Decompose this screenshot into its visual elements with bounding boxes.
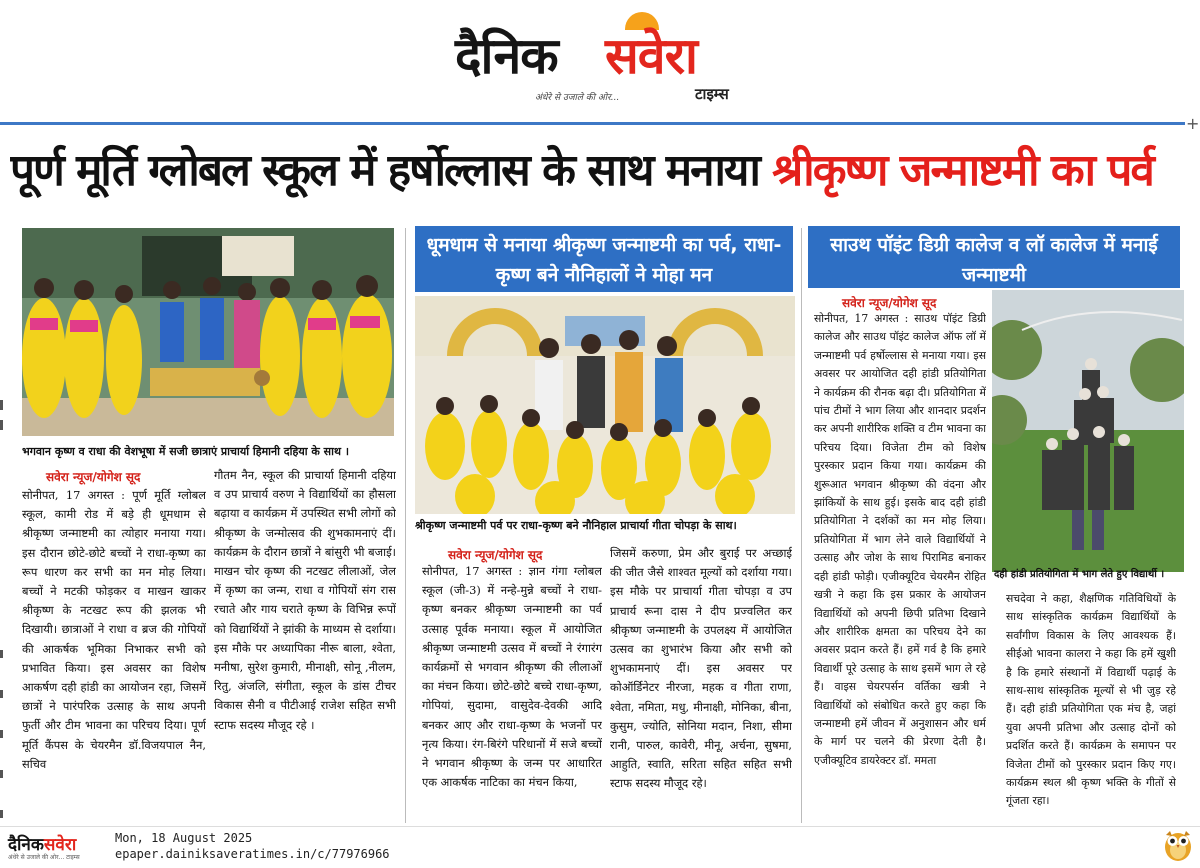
story1-photo-caption: भगवान कृष्ण व राधा की वेशभूषा में सजी छात्राएं प्राचार्या हिमानी दहिया के साथ ।: [22, 445, 349, 458]
story2-text-1: सोनीपत, 17 अगस्त : ज्ञान गंगा ग्लोबल स्कूल (जी-3) में नन्हे-मुन्ने बच्चों ने राधा-कृष्ण बनकर श्रीकृष्ण जन्माष्टमी का पर्व उत्साह पूर्वक मनाया। स्कूल में आयोजित श्रीकृष्ण जन्माष्टमी उत्सव में बच्चों ने रंगारंग कार्यक्रमों से भगवान श्रीकृष्ण की लीलाओं का मंचन किया। छोटे-छोटे बच्चे राधा-कृष्ण, गोपियां, सुदामा, वासुदेव-देवकी आदि बनकर आए और राधा-कृष्ण के भजनों पर नृत्य किया। रंग-बिरंगे परिधानों में सजे बच्चों ने भगवान श्रीकृष्ण के जन्म पर आधारित एक आकर्षक नाटिका का मंचन किया,: [422, 564, 602, 790]
masthead-divider: [0, 122, 1185, 125]
story3-column-2: [1006, 590, 1176, 818]
story2-heading: धूमधाम से मनाया श्रीकृष्ण जन्माष्टमी का पर्व, राधा-कृष्ण बने नौनिहालों ने मोहा मन: [415, 226, 793, 292]
footer-date: Mon, 18 August 2025: [115, 831, 253, 845]
story2-column-2: [610, 544, 792, 814]
column-divider: [801, 228, 802, 823]
story1-text-1: सोनीपत, 17 अगस्त : पूर्ण मूर्ति ग्लोबल स्कूल, कामी रोड में बड़े ही धूमधाम से श्रीकृष्ण जन्माष्टमी का त्योहार मनाया गया। इस दौरान छोटे-छोटे बच्चों ने राधा-कृष्ण का रूप धारण कर सभी का मन मोह लिया। बच्चों ने मटकी फोड़कर व माखन खाकर श्रीकृष्ण के नटखट रूप की झलक भी दिखायी। छात्राओं ने राधा व ब्रज की गोपियों की आकर्षक भूमिका निभाकर सभी को प्रभावित किया। इस अवसर का विशेष आकर्षण दही हांडी का आयोजन रहा, जिसमें छात्रों ने पारंपरिक उत्साह के साथ अपनी फुर्ती और टीम भावना का परिचय दिया। पूर्ण मूर्ति कैंपस के चेयरमैन डॉ.विजयपाल नैन, सचिव: [22, 488, 206, 771]
story2-column-1: [422, 562, 602, 814]
story1-text-2: गौतम नैन, स्कूल की प्राचार्या हिमानी दहिया व उप प्राचार्य वरुण ने विद्यार्थियों का हौसला बढ़ाया व कार्यक्रम में उपस्थित सभी लोगों को श्रीकृष्ण के जन्मोत्सव की शुभकामनाएं दीं। कार्यक्रम के दौरान छात्रों ने बांसुरी भी बजाई। माखन चोर कृष्ण की नटखट लीलाओं, जेल में कृष्ण का जन्म, राधा व गोपियों संग रास रचाते और गाय चराते कृष्ण के विभिन्न रूपों को विद्यार्थियों ने झांकी के माध्यम से दर्शाया। इस मौके पर अध्यापिका नीरू बाला, श्वेता, मनीषा, सुरेश कुमारी, मीनाक्षी, सोनू ,नीलम, रितु, अंजलि, संगीता, स्कूल के डांस टीचर विकास सैनी व पीटीआई राजेश सहित सभी स्टाफ सदस्य मौजूद रहे ।: [214, 468, 396, 732]
story1-column-1: [22, 486, 206, 822]
story2-byline: सवेरा न्यूज/योगेश सूद: [448, 548, 543, 562]
column-divider: [405, 228, 406, 823]
logo-suffix: टाइम्स: [695, 85, 729, 103]
story3-heading: साउथ पॉइंट डिग्री कालेज व लॉ कालेज में मनाई जन्माष्टमी: [808, 226, 1180, 288]
owl-icon[interactable]: [1163, 828, 1193, 862]
story3-text-1: सोनीपत, 17 अगस्त : साउथ पॉइंट डिग्री कालेज और साउथ पॉइंट कालेज ऑफ लॉ में जन्माष्टमी पर्व हर्षोल्लास से मनाया गया। इस अवसर पर आयोजित दही हांडी प्रतियोगिता ने कार्यक्रम की रौनक बढ़ा दी। प्रतियोगिता में पांच टीमों ने भाग लिया और शानदार प्रदर्शन कर अपनी शारीरिक शक्ति व टीम भावना का परिचय दिया। विजेता टीम को विशेष पुरस्कार प्रदान किया गया। कार्यक्रम की शुरूआत भगवान श्रीकृष्ण की वंदना और झांकियों के साथ हुई। इसके बाद दही हांडी प्रतियोगिता ने दर्शकों का मन मोह लिया। प्रतियोगिता में भाग लेने वाले विद्यार्थियों ने उत्साह और जोश के साथ पिरामिड बनाकर दही हांडी फोड़ी। एजीक्यूटिव चेयरमैन रोहित खत्री ने कहा कि इस प्रकार के आयोजन विद्यार्थियों को अपनी छिपी प्रतिभा दिखाने और शारीरिक क्षमता का परिचय देने का अवसर प्रदान करते हैं। हमें गर्व है कि हमारे विद्यार्थी पूरे उत्साह के साथ इसमें भाग ले रहे हैं। वाइस चेयरपर्सन वर्तिका खत्री ने विद्यार्थियों को संबोधित करते हुए कहा कि जन्माष्टमी हमें जीवन में अनुशासन और धर्म के मार्ग पर चलने की प्रेरणा देती है। एजीक्यूटिव डायरेक्टर डॉ. ममता: [814, 312, 986, 767]
story3-text-2: सचदेवा ने कहा, शैक्षणिक गतिविधियों के साथ सांस्कृतिक कार्यक्रम विद्यार्थियों के सर्वांगीण विकास के लिए आवश्यक हैं। सीईओ भावना कालरा ने कहा कि हमें खुशी है कि हमारे संस्थानों में विद्यार्थी पढ़ाई के साथ-साथ सांस्कृतिक मूल्यों से भी जुड़ रहे हैं। दही हांडी प्रतियोगिता एक मंच है, जहां युवा अपनी प्रतिभा और उत्साह दोनों को प्रदर्शित करते हैं। कार्यक्रम के समापन पर विजेता टीमों को पुरस्कार प्रदान किए गए। कार्यक्रम स्थल श्री कृष्ण भक्ति के गीतों से गूंजता रहा।: [1006, 592, 1176, 808]
footer-divider: [0, 826, 1200, 827]
headline-red-part: श्रीकृष्ण जन्माष्टमी का पर्व: [772, 145, 1153, 196]
masthead: [0, 0, 1200, 122]
footer-logo-word-savera: सवेरा: [43, 835, 77, 855]
main-headline: [10, 138, 1190, 210]
headline-black-part: पूर्ण मूर्ति ग्लोबल स्कूल में हर्षोल्लास के साथ मनाया: [10, 145, 773, 196]
logo-tagline: अंधेरे से उजाले की ओर...: [535, 93, 620, 103]
story3-column-1: [814, 310, 986, 818]
story1-photo: [22, 228, 394, 436]
story3-byline: सवेरा न्यूज/योगेश सूद: [842, 296, 937, 310]
footer-logo-word-dainik: दैनिक: [8, 835, 44, 855]
story2-photo: [415, 296, 795, 514]
story2-text-2: जिसमें करुणा, प्रेम और बुराई पर अच्छाई की जीत जैसे शाश्वत मूल्यों को दर्शाया गया। इस मौके पर प्राचार्या गीता चोपड़ा व उप प्राचार्य रूना दास ने दीप प्रज्वलित कर श्रीकृष्ण जन्माष्टमी के उपलक्ष्य में आयोजित उत्सव का शुभारंभ किया और सभी को शुभकामनाएं दीं। इस अवसर पर कोऑर्डिनेटर नीरजा, महक व गीता राणा, श्वेता, नमिता, मधु, मीनाक्षी, मोनिका, बीना, कुसुम, ज्योति, सोनिया मदान, निशा, सीमा रानी, पारुल, कावेरी, मीनू, अर्चना, सुषमा, आहुति, स्वाति, सरिता सहित सहित सभी स्टाफ सदस्य मौजूद रहे।: [610, 546, 792, 791]
neighbour-column-edge: [0, 130, 8, 820]
newspaper-logo: [455, 12, 755, 102]
story3-photo: [992, 290, 1184, 572]
story1-column-2: [214, 466, 396, 822]
plus-icon[interactable]: +: [1186, 114, 1200, 133]
story3-photo-caption: दही हांडी प्रतियोगिता में भाग लेते हुए विद्यार्थी ।: [994, 569, 1165, 580]
footer-url[interactable]: epaper.dainiksaveratimes.in/c/77976966: [115, 847, 390, 861]
logo-word-dainik: दैनिक: [455, 26, 558, 85]
story1-byline: सवेरा न्यूज/योगेश सूद: [46, 470, 141, 484]
footer-logo-tagline: अंधेरे से उजाले की ओर... टाइम्स: [8, 854, 80, 861]
logo-word-savera: सवेरा: [605, 26, 697, 85]
footer-logo[interactable]: [8, 832, 108, 862]
story2-photo-caption: श्रीकृष्ण जन्माष्टमी पर्व पर राधा-कृष्ण बने नौनिहाल प्राचार्या गीता चोपड़ा के साथ।: [415, 519, 737, 532]
